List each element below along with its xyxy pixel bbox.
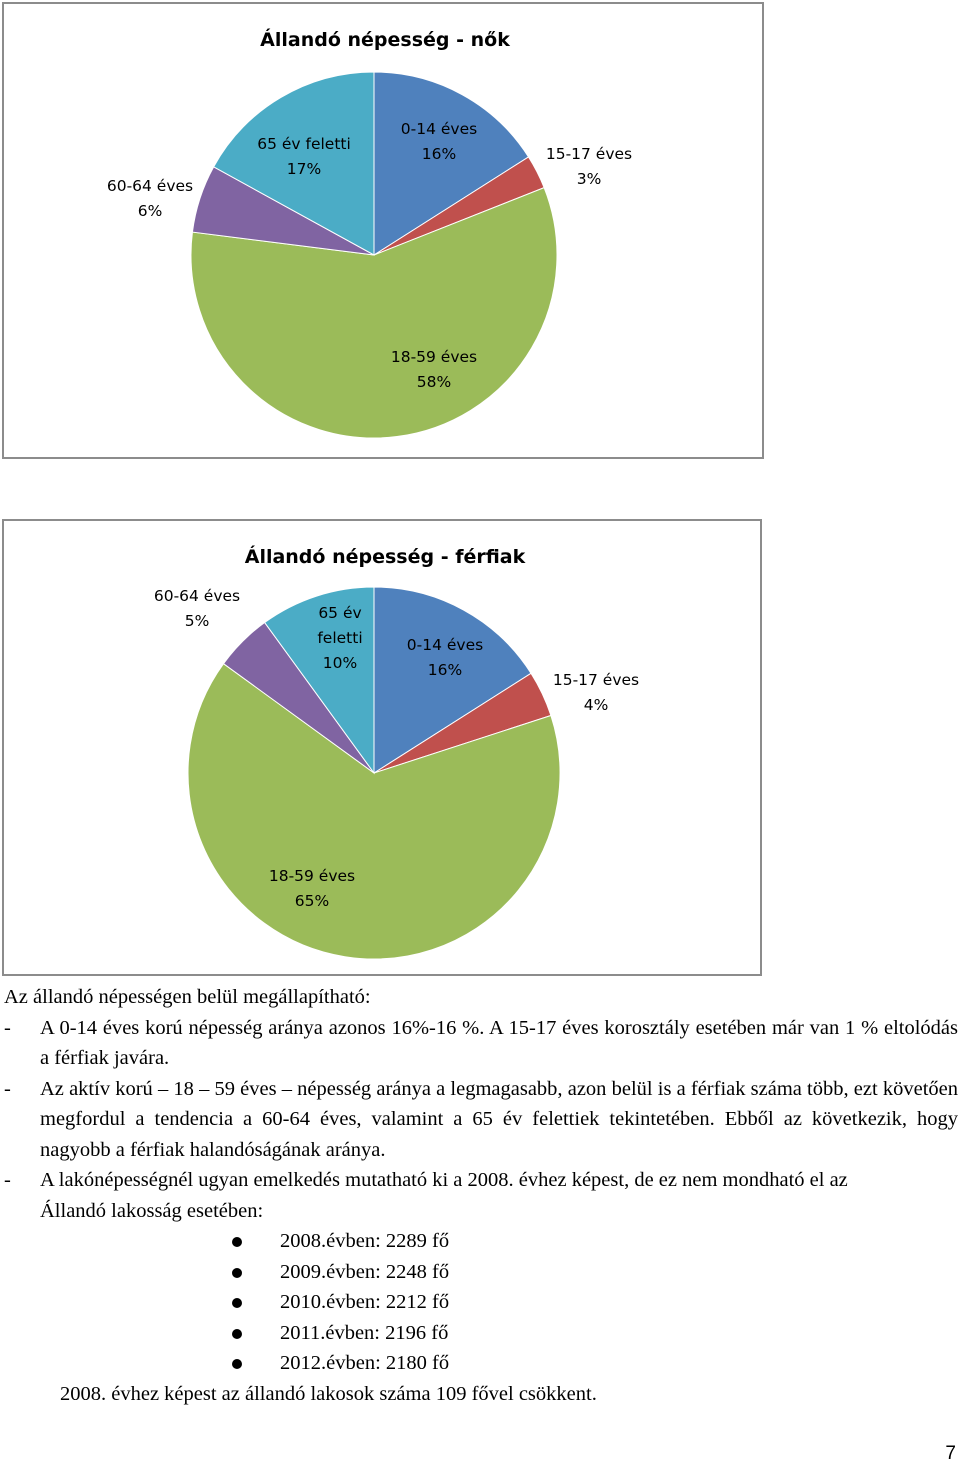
slice-label-line: 0-14 éves (400, 120, 478, 138)
list-item (4, 1013, 958, 1074)
slice-label-line: 6% (137, 202, 163, 220)
slice-label-line: 17% (286, 160, 322, 178)
chart-women (2, 2, 764, 459)
slice-label-line: 65% (294, 892, 330, 910)
slice-label-line: 15-17 éves (552, 671, 640, 689)
slice-label-line: 60-64 éves (106, 177, 194, 195)
pie-women (4, 4, 762, 457)
subheading: Állandó lakosság esetében: (40, 1199, 264, 1222)
slice-label-line: 65 év (318, 604, 362, 622)
year-item: 2008.évben: 2289 fő (224, 1226, 958, 1257)
slice-label-65-plus (317, 604, 362, 672)
body-text (4, 982, 958, 1409)
dash-marker: - (4, 1077, 11, 1100)
slice-label-line: 15-17 éves (545, 145, 633, 163)
slice-label-line: 4% (583, 696, 609, 714)
slice-label-line: 18-59 éves (390, 348, 478, 366)
list-item (4, 1165, 958, 1196)
slice-label-15-17 (546, 145, 632, 188)
list-item (4, 1074, 958, 1166)
dash-marker: - (4, 1169, 11, 1191)
chart-title: Állandó népesség - férfiak (244, 546, 526, 568)
conclusion-text: 2008. évhez képest az állandó lakosok száma 109 fővel csökkent. (60, 1382, 597, 1405)
intro-text: Az állandó népességen belül megállapítható: (4, 986, 371, 1008)
year-item: 2011.évben: 2196 fő (224, 1318, 958, 1349)
paragraph-0-14: A 0-14 éves korú népesség aránya azonos 16%-16 %. A 15-17 éves korosztály esetében már van 1 % eltolódás a férfiak javára. (40, 1016, 958, 1069)
paragraph-residents: A lakónépességnél ugyan emelkedés mutatható ki a 2008. évhez képest, de ez nem mondható el az (40, 1169, 848, 1191)
pie-men (4, 521, 760, 974)
slice-label-line: 58% (416, 373, 452, 391)
slice-label-line: 18-59 éves (268, 867, 356, 885)
year-list (4, 1226, 958, 1379)
slice-label-line: 60-64 éves (153, 587, 241, 605)
slice-label-line: 10% (322, 654, 358, 672)
slice-label-line: 65 év feletti (257, 135, 351, 153)
chart-men (2, 519, 762, 976)
slice-label-line: 0-14 éves (406, 636, 484, 654)
slice-label-15-17 (553, 671, 639, 714)
slice-label-line: feletti (317, 629, 363, 647)
paragraph-active-age: Az aktív korú – 18 – 59 éves – népesség aránya a legmagasabb, azon belül is a férfiak száma több, ezt követően megfordul a tendencia a 60-64 éves, valamint a 65 év felettiek tekintetében. Ebből az következik, hogy nagyobb a férfiak halandóságának aránya. (40, 1077, 958, 1161)
slice-label-line: 16% (427, 661, 463, 679)
year-item: 2009.évben: 2248 fő (224, 1257, 958, 1288)
chart-title: Állandó népesség - nők (260, 29, 510, 51)
slice-label-60-64 (107, 177, 193, 220)
year-item: 2012.évben: 2180 fő (224, 1348, 958, 1379)
slice-label-line: 5% (184, 612, 210, 630)
slice-label-line: 16% (421, 145, 457, 163)
dash-marker: - (4, 1016, 11, 1039)
year-item: 2010.évben: 2212 fő (224, 1287, 958, 1318)
page-number: 7 (945, 1443, 956, 1464)
slice-label-60-64 (154, 587, 240, 630)
slice-label-line: 3% (576, 170, 602, 188)
